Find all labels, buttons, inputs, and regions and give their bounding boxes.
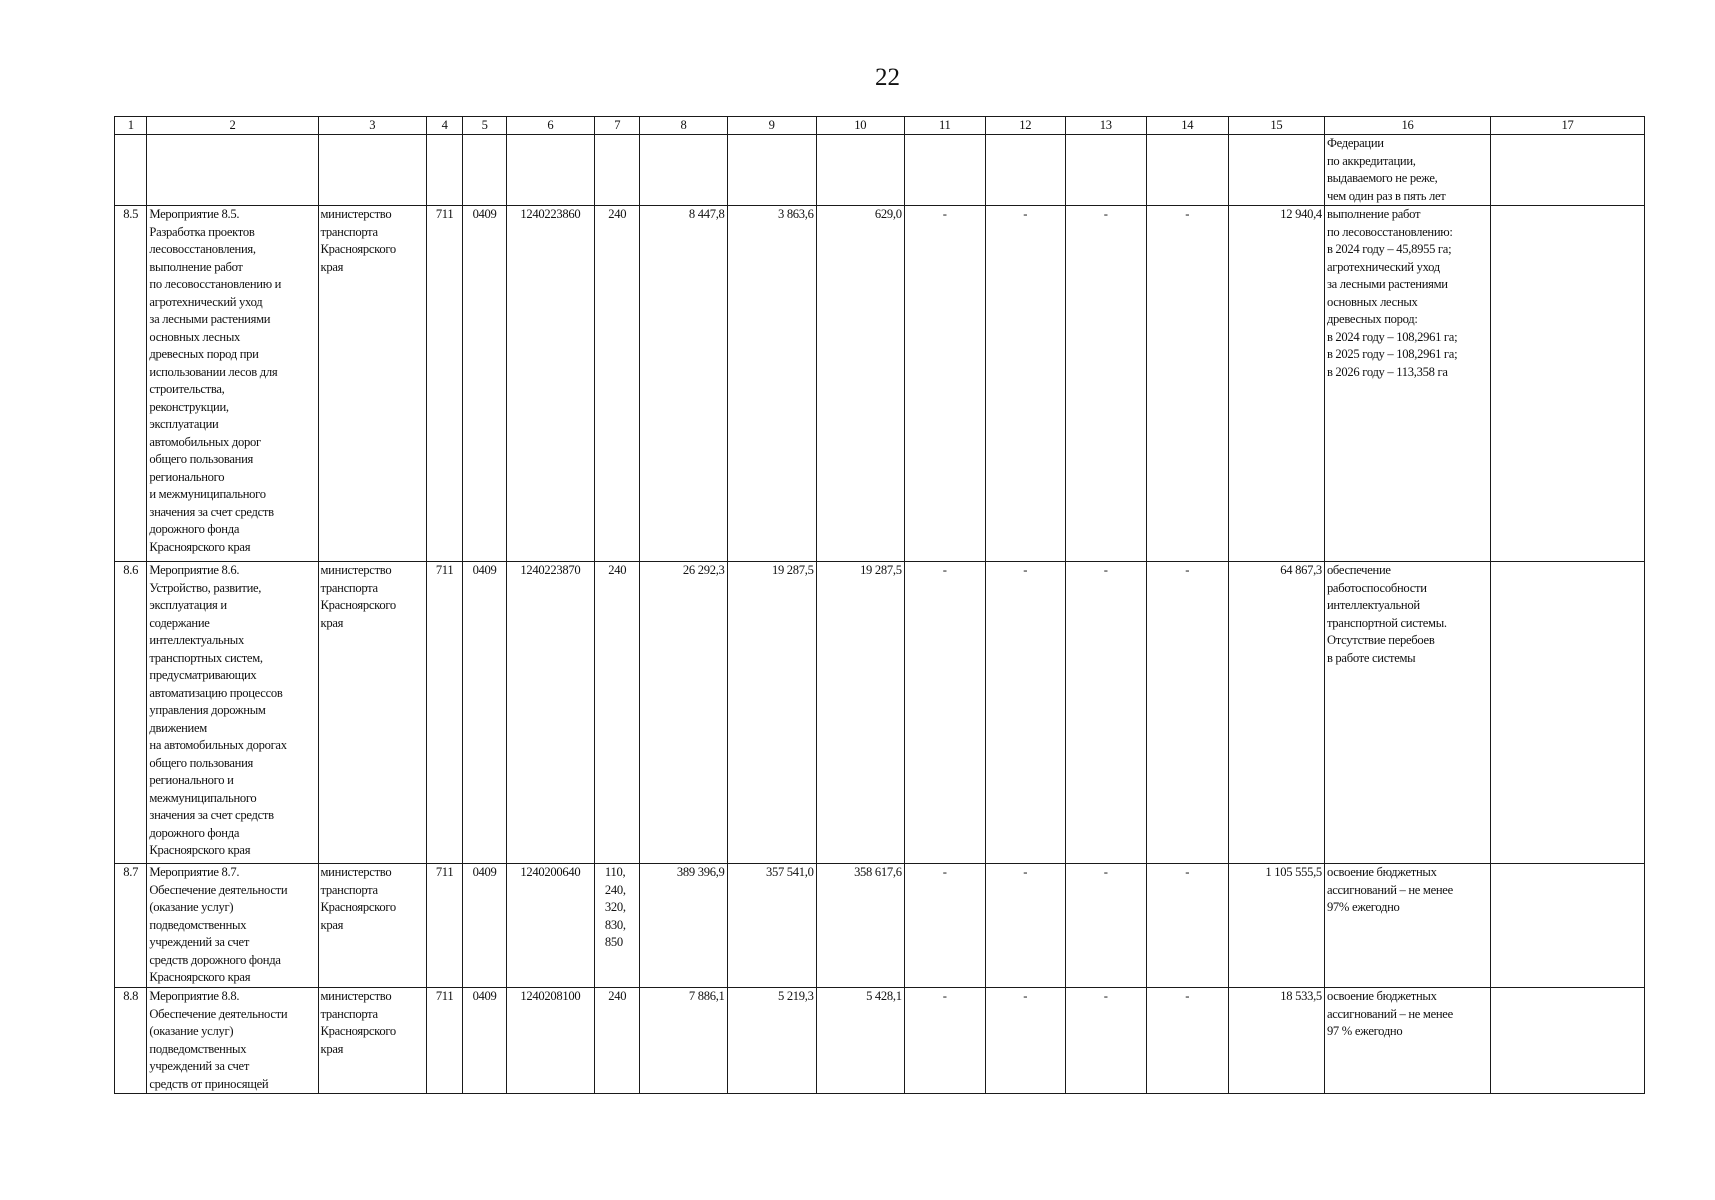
column-number: 17 — [1490, 117, 1644, 135]
result-cell: Федерации по аккредитации, выдаваемого не реже, чем один раз в пять лет — [1324, 135, 1490, 206]
expense-type-code: 110, 240, 320, 830, 850 — [594, 864, 640, 988]
amount-cell: - — [1146, 206, 1228, 562]
executor: министерство транспорта Красноярского края — [318, 206, 426, 562]
measure-name: Мероприятие 8.5. Разработка проектов лесовосстановления, выполнение работ по лесовосстановлению и агротехнический уход за лесными растениями основных лесных древесных пород при использовании лесов для строительства, реконструкции, эксплуатации автомобильных дорог общего пользования регионального и межмуниципального значения за счет средств дорожного фонда Красноярского края — [147, 206, 318, 562]
column-number: 16 — [1324, 117, 1490, 135]
program-measures-table — [114, 116, 1645, 1094]
empty-cell — [1490, 562, 1644, 864]
measure-name: Мероприятие 8.6. Устройство, развитие, эксплуатация и содержание интеллектуальных транспортных систем, предусматривающих автоматизацию процессов управления дорожным движением на автомобильных дорогах общего пользования регионального и межмуниципального значения за счет средств дорожного фонда Красноярского края — [147, 562, 318, 864]
section-code: 0409 — [463, 864, 507, 988]
column-number: 13 — [1065, 117, 1146, 135]
total-amount: 18 533,5 — [1228, 988, 1324, 1094]
empty-cell — [147, 135, 318, 206]
amount-cell: 8 447,8 — [640, 206, 727, 562]
total-amount: 64 867,3 — [1228, 562, 1324, 864]
amount-cell: - — [985, 988, 1065, 1094]
amount-cell: - — [904, 562, 985, 864]
grbs-code: 711 — [426, 206, 462, 562]
column-number-row — [115, 117, 1645, 135]
amount-cell: - — [904, 988, 985, 1094]
column-number: 14 — [1146, 117, 1228, 135]
measure-name: Мероприятие 8.8. Обеспечение деятельности (оказание услуг) подведомственных учреждений за счет средств от приносящей — [147, 988, 318, 1094]
expense-type-code: 240 — [594, 206, 640, 562]
table-row — [115, 206, 1645, 562]
empty-cell — [115, 135, 147, 206]
empty-cell — [1490, 988, 1644, 1094]
empty-cell — [318, 135, 426, 206]
column-number: 11 — [904, 117, 985, 135]
empty-cell — [904, 135, 985, 206]
table-row — [115, 562, 1645, 864]
amount-cell: 19 287,5 — [727, 562, 816, 864]
row-number: 8.6 — [115, 562, 147, 864]
target-article-code: 1240223860 — [506, 206, 594, 562]
result-cell: освоение бюджетных ассигнований – не менее 97% ежегодно — [1324, 864, 1490, 988]
row-number: 8.7 — [115, 864, 147, 988]
amount-cell: 629,0 — [816, 206, 904, 562]
column-number: 3 — [318, 117, 426, 135]
continuation-row — [115, 135, 1645, 206]
amount-cell: - — [904, 206, 985, 562]
amount-cell: 5 219,3 — [727, 988, 816, 1094]
amount-cell: - — [1065, 988, 1146, 1094]
target-article-code: 1240208100 — [506, 988, 594, 1094]
executor: министерство транспорта Красноярского края — [318, 562, 426, 864]
empty-cell — [727, 135, 816, 206]
table-row — [115, 988, 1645, 1094]
column-number: 1 — [115, 117, 147, 135]
amount-cell: - — [1065, 206, 1146, 562]
page-number: 22 — [875, 64, 900, 91]
amount-cell: - — [985, 206, 1065, 562]
amount-cell: 7 886,1 — [640, 988, 727, 1094]
row-number: 8.5 — [115, 206, 147, 562]
column-number: 4 — [426, 117, 462, 135]
expense-type-code: 240 — [594, 562, 640, 864]
target-article-code: 1240200640 — [506, 864, 594, 988]
column-number: 9 — [727, 117, 816, 135]
amount-cell: 358 617,6 — [816, 864, 904, 988]
amount-cell: 3 863,6 — [727, 206, 816, 562]
empty-cell — [1065, 135, 1146, 206]
empty-cell — [506, 135, 594, 206]
column-number: 6 — [506, 117, 594, 135]
empty-cell — [1146, 135, 1228, 206]
total-amount: 1 105 555,5 — [1228, 864, 1324, 988]
empty-cell — [1490, 135, 1644, 206]
total-amount: 12 940,4 — [1228, 206, 1324, 562]
amount-cell: - — [1065, 562, 1146, 864]
empty-cell — [1490, 864, 1644, 988]
result-cell: выполнение работ по лесовосстановлению: в 2024 году – 45,8955 га; агротехнический уход за лесными растениями основных лесных древесных пород: в 2024 году – 108,2961 га; в 2025 году – 108,2961 га; в 2026 году – 113,358 га — [1324, 206, 1490, 562]
section-code: 0409 — [463, 206, 507, 562]
target-article-code: 1240223870 — [506, 562, 594, 864]
executor: министерство транспорта Красноярского края — [318, 864, 426, 988]
empty-cell — [640, 135, 727, 206]
section-code: 0409 — [463, 562, 507, 864]
column-number: 12 — [985, 117, 1065, 135]
row-number: 8.8 — [115, 988, 147, 1094]
result-cell: освоение бюджетных ассигнований – не менее 97 % ежегодно — [1324, 988, 1490, 1094]
empty-cell — [594, 135, 640, 206]
section-code: 0409 — [463, 988, 507, 1094]
amount-cell: 357 541,0 — [727, 864, 816, 988]
grbs-code: 711 — [426, 988, 462, 1094]
amount-cell: 19 287,5 — [816, 562, 904, 864]
amount-cell: - — [1146, 864, 1228, 988]
column-number: 10 — [816, 117, 904, 135]
amount-cell: 5 428,1 — [816, 988, 904, 1094]
empty-cell — [816, 135, 904, 206]
table-row — [115, 864, 1645, 988]
empty-cell — [463, 135, 507, 206]
column-number: 7 — [594, 117, 640, 135]
amount-cell: - — [1065, 864, 1146, 988]
amount-cell: 26 292,3 — [640, 562, 727, 864]
result-cell: обеспечение работоспособности интеллектуальной транспортной системы. Отсутствие перебоев в работе системы — [1324, 562, 1490, 864]
amount-cell: - — [1146, 988, 1228, 1094]
expense-type-code: 240 — [594, 988, 640, 1094]
amount-cell: 389 396,9 — [640, 864, 727, 988]
grbs-code: 711 — [426, 864, 462, 988]
amount-cell: - — [985, 562, 1065, 864]
amount-cell: - — [904, 864, 985, 988]
column-number: 5 — [463, 117, 507, 135]
amount-cell: - — [1146, 562, 1228, 864]
empty-cell — [1490, 206, 1644, 562]
empty-cell — [426, 135, 462, 206]
empty-cell — [1228, 135, 1324, 206]
measure-name: Мероприятие 8.7. Обеспечение деятельности (оказание услуг) подведомственных учреждений за счет средств дорожного фонда Красноярского края — [147, 864, 318, 988]
empty-cell — [985, 135, 1065, 206]
column-number: 8 — [640, 117, 727, 135]
column-number: 2 — [147, 117, 318, 135]
executor: министерство транспорта Красноярского края — [318, 988, 426, 1094]
amount-cell: - — [985, 864, 1065, 988]
column-number: 15 — [1228, 117, 1324, 135]
grbs-code: 711 — [426, 562, 462, 864]
